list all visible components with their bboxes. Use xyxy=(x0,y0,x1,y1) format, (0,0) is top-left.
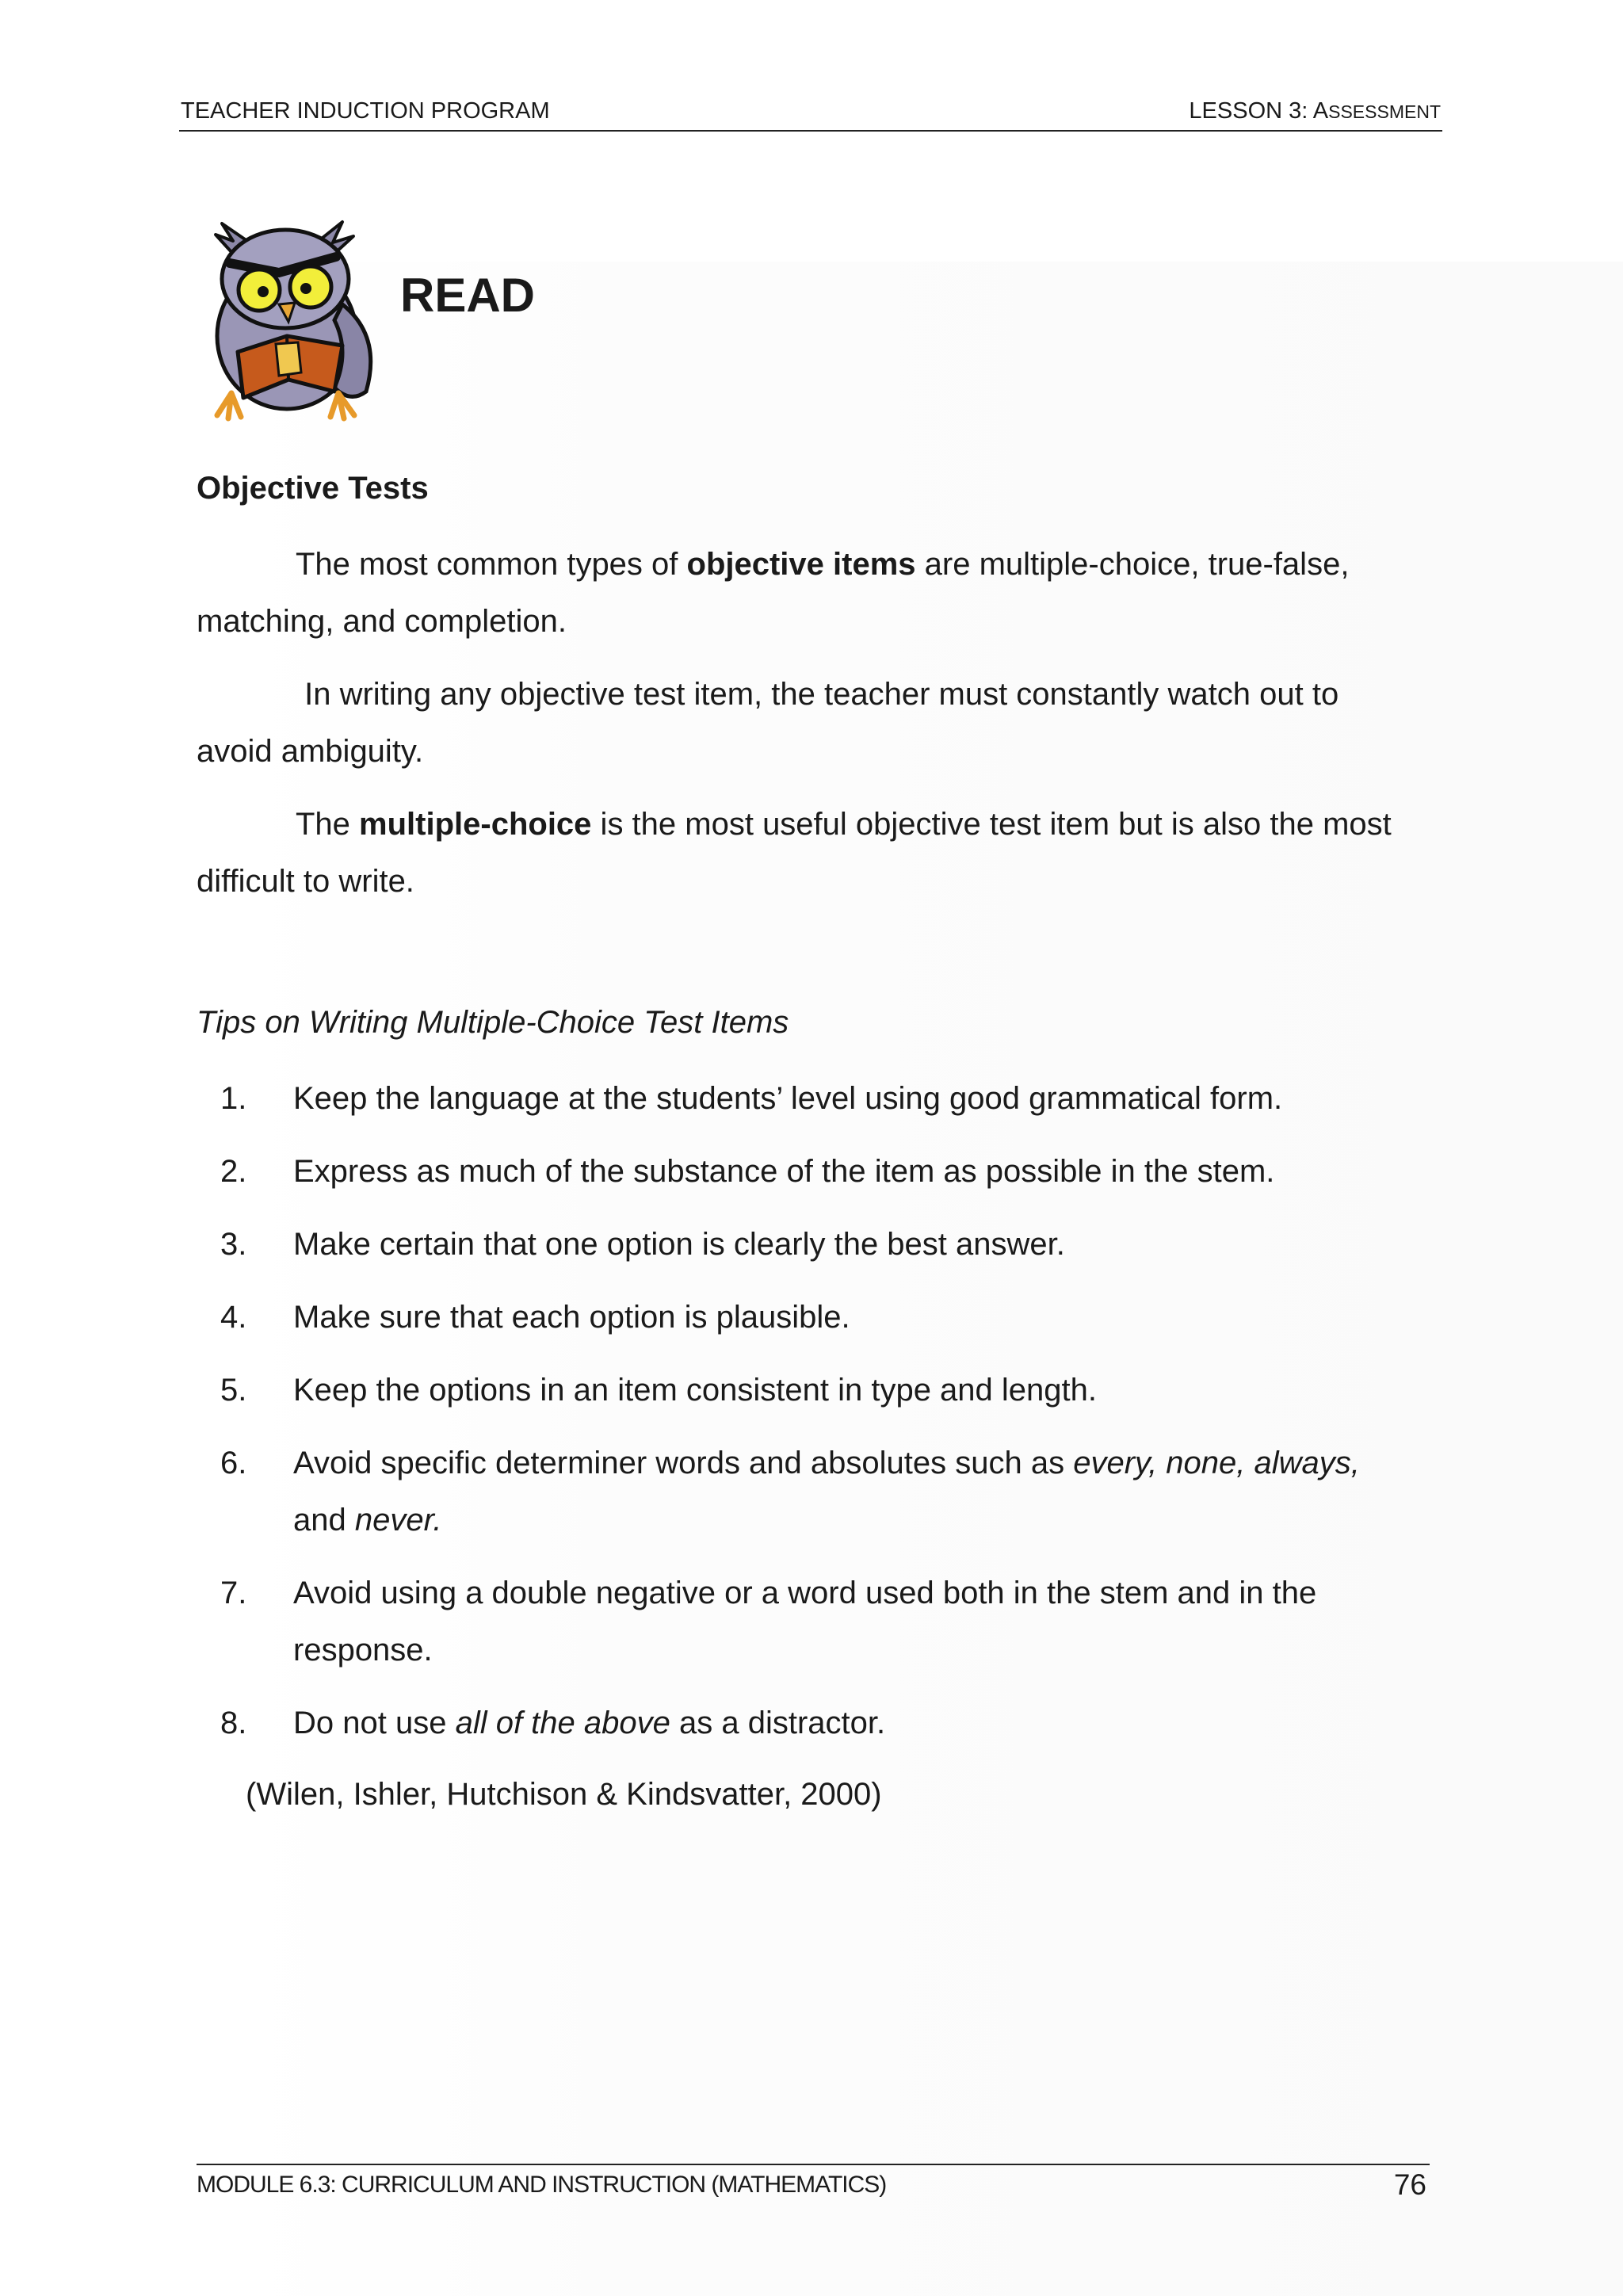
tip-number: 3. xyxy=(220,1227,247,1262)
read-heading: READ xyxy=(400,269,536,322)
tip6-italic-never: never. xyxy=(354,1503,442,1538)
header-lesson-title xyxy=(1189,98,1441,124)
p1-bold-term: objective items xyxy=(686,547,916,582)
header-lesson-main: LESSON 3: A xyxy=(1189,98,1329,124)
header-lesson-smallcaps: SSESSMENT xyxy=(1328,101,1441,122)
p2-line2: avoid ambiguity. xyxy=(197,734,424,769)
tip-text xyxy=(293,1564,1434,1679)
p2-line1: In writing any objective test item, the teacher must constantly watch out to xyxy=(296,677,1339,712)
p3-bold-term: multiple-choice xyxy=(359,807,592,842)
tip-text: Keep the options in an item consistent in type and length. xyxy=(293,1373,1098,1408)
paragraph-objective-items xyxy=(197,536,1433,650)
tip-text xyxy=(293,1694,1434,1752)
objective-tests-heading: Objective Tests xyxy=(197,471,429,506)
citation: (Wilen, Ishler, Hutchison & Kindsvatter, 2000) xyxy=(246,1777,882,1812)
p3-text-after: is the most useful objective test item but is also the most xyxy=(591,807,1392,842)
tip8-text-after: as a distractor. xyxy=(670,1706,886,1740)
tip-text: Keep the language at the students’ level using good grammatical form. xyxy=(293,1081,1283,1116)
owl-reading-book-icon xyxy=(200,217,398,422)
p1-text-before: The most common types of xyxy=(296,547,687,582)
tip8-text-before: Do not use xyxy=(293,1706,456,1740)
p1-text-after: are multiple-choice, true-false, xyxy=(915,547,1350,582)
tips-heading: Tips on Writing Multiple-Choice Test Items xyxy=(197,1005,789,1040)
footer-module-title: MODULE 6.3: CURRICULUM AND INSTRUCTION (MATHEMATICS) xyxy=(197,2172,887,2198)
tip7-line2: response. xyxy=(293,1633,433,1668)
p3-text-before: The xyxy=(296,807,360,842)
tip-number: 4. xyxy=(220,1300,247,1335)
tip-number: 8. xyxy=(220,1706,247,1740)
tip8-italic-phrase: all of the above xyxy=(455,1706,670,1740)
tip-number: 1. xyxy=(220,1081,247,1116)
p1-line2: matching, and completion. xyxy=(197,604,567,639)
tip-number: 2. xyxy=(220,1154,247,1189)
tip-number: 7. xyxy=(220,1576,247,1610)
paragraph-multiple-choice xyxy=(197,796,1433,910)
tip-text: Make sure that each option is plausible. xyxy=(293,1300,850,1335)
tip6-line2-before: and xyxy=(293,1503,355,1538)
tip-number: 6. xyxy=(220,1446,247,1480)
page-footer xyxy=(197,2164,1430,2205)
tip-text: Make certain that one option is clearly the best answer. xyxy=(293,1227,1065,1262)
header-program-title: TEACHER INDUCTION PROGRAM xyxy=(181,98,550,124)
p3-line2: difficult to write. xyxy=(197,864,414,899)
tip-text: Express as much of the substance of the item as possible in the stem. xyxy=(293,1154,1275,1189)
tip6-text-before: Avoid specific determiner words and absolutes such as xyxy=(293,1446,1074,1480)
tip-number: 5. xyxy=(220,1373,247,1408)
page-header xyxy=(179,97,1442,132)
tip7-line1: Avoid using a double negative or a word used both in the stem and in the xyxy=(293,1576,1317,1610)
paragraph-ambiguity xyxy=(197,666,1433,780)
tip-text xyxy=(293,1435,1434,1549)
page-number: 76 xyxy=(1393,2168,1426,2201)
tip6-italic-words: every, none, always, xyxy=(1073,1446,1360,1480)
